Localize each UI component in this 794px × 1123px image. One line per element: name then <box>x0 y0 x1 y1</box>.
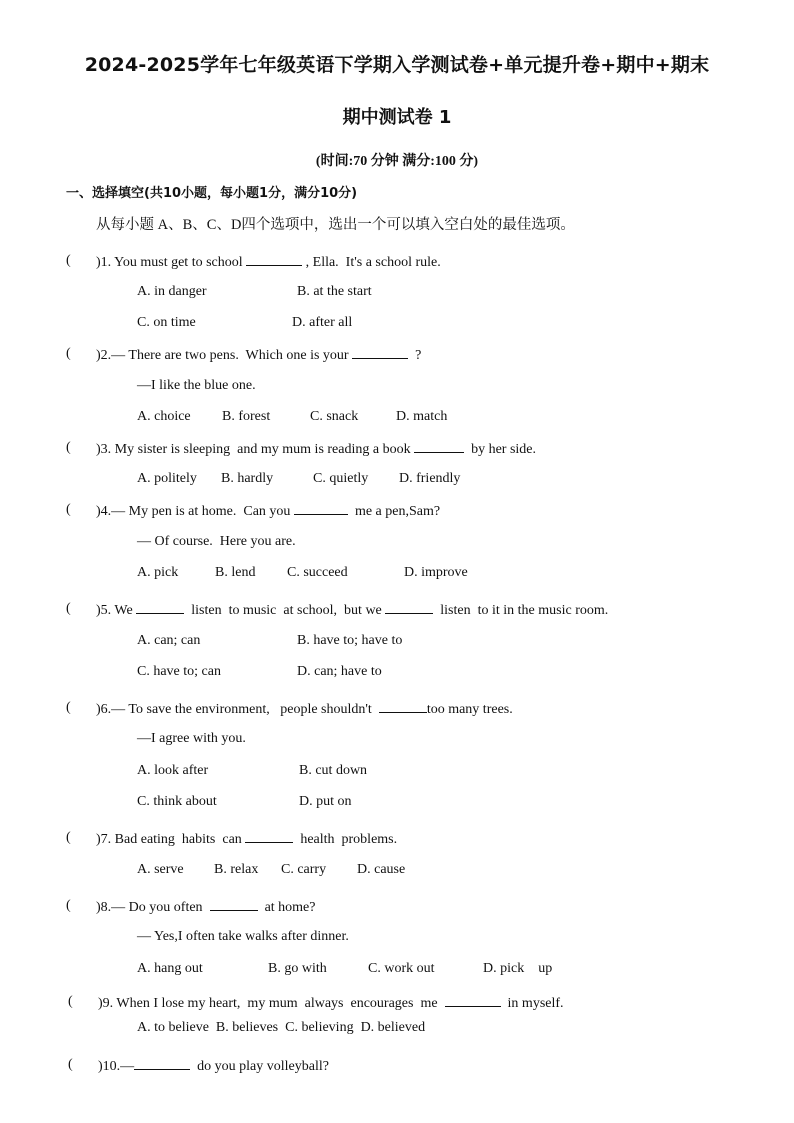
option-a: A. choice <box>137 409 191 424</box>
reply-line: —I agree with you. <box>137 731 246 746</box>
option-c: C. think about <box>137 794 217 809</box>
answer-blank <box>210 898 258 911</box>
option-a: A. in danger <box>137 284 207 299</box>
option-a: A. hang out <box>137 961 203 976</box>
option-c: C. on time <box>137 315 196 330</box>
answer-blank <box>379 700 427 713</box>
option-c: C. work out <box>368 961 435 976</box>
answer-paren: ( <box>66 502 71 517</box>
option-b: B. go with <box>268 961 327 976</box>
reply-line: — Yes,I often take walks after dinner. <box>137 929 349 944</box>
answer-blank <box>294 502 348 515</box>
question-8: )8.— Do you often at home? <box>96 900 316 915</box>
answer-paren: ( <box>66 830 71 845</box>
question-9: )9. When I lose my heart, my mum always encourages me in myself. <box>98 996 564 1011</box>
answer-blank <box>414 440 464 453</box>
option-c: C. have to; can <box>137 664 221 679</box>
option-d: D. can; have to <box>297 664 382 679</box>
answer-paren: ( <box>66 700 71 715</box>
option-b: B. have to; have to <box>297 633 403 648</box>
option-b: B. forest <box>222 409 271 424</box>
question-7: )7. Bad eating habits can health problems. <box>96 832 398 847</box>
option-a: A. look after <box>137 763 209 778</box>
document-title: 2024-2025学年七年级英语下学期入学测试卷+单元提升卷+期中+期末 <box>84 54 710 76</box>
answer-paren: ( <box>66 601 71 616</box>
option-a: A. politely <box>137 471 197 486</box>
option-c: C. carry <box>281 862 327 877</box>
answer-blank <box>136 601 184 614</box>
option-d: D. match <box>396 409 448 424</box>
reply-line: — Of course. Here you are. <box>137 534 296 549</box>
answer-paren: ( <box>66 898 71 913</box>
document-subtitle: 期中测试卷 1 <box>342 107 452 128</box>
section-instruction: 从每小题 A、B、C、D四个选项中，选出一个可以填入空白处的最佳选项。 <box>96 217 575 233</box>
question-6: )6.— To save the environment, people shouldn't too many trees. <box>96 702 513 717</box>
answer-blank <box>352 346 408 359</box>
option-b: B. relax <box>214 862 259 877</box>
option-b: B. lend <box>215 565 256 580</box>
exam-meta: (时间:70 分钟 满分:100 分) <box>315 154 479 169</box>
reply-line: —I like the blue one. <box>137 378 256 393</box>
answer-blank <box>245 830 293 843</box>
answer-paren: ( <box>68 994 73 1009</box>
option-a: A. serve <box>137 862 184 877</box>
option-d: D. improve <box>404 565 468 580</box>
answer-blank <box>134 1057 190 1070</box>
option-a: A. pick <box>137 565 179 580</box>
option-c: C. snack <box>310 409 359 424</box>
answer-blank <box>445 994 501 1007</box>
question-1: )1. You must get to school , Ella. It's a school rule. <box>96 255 441 270</box>
option-d: D. after all <box>292 315 353 330</box>
answer-blank <box>246 253 302 266</box>
section-heading: 一、选择填空(共10小题，每小题1分，满分10分) <box>66 186 358 201</box>
answer-paren: ( <box>66 346 71 361</box>
answer-paren: ( <box>66 253 71 268</box>
question-5: )5. We listen to music at school, but we listen to it in the music room. <box>96 603 609 618</box>
options-row: A. to believe B. believes C. believing D. believed <box>137 1020 426 1035</box>
option-d: D. put on <box>299 794 352 809</box>
answer-paren: ( <box>68 1057 73 1072</box>
question-2: )2.— There are two pens. Which one is your ? <box>96 348 422 363</box>
question-4: )4.— My pen is at home. Can you me a pen,Sam? <box>96 504 441 519</box>
question-3: )3. My sister is sleeping and my mum is reading a book by her side. <box>96 442 537 457</box>
question-10: )10.— do you play volleyball? <box>98 1059 329 1074</box>
option-b: B. cut down <box>299 763 368 778</box>
answer-blank <box>385 601 433 614</box>
option-b: B. hardly <box>221 471 274 486</box>
option-d: D. friendly <box>399 471 461 486</box>
option-c: C. quietly <box>313 471 369 486</box>
option-a: A. can; can <box>137 633 201 648</box>
option-b: B. at the start <box>297 284 372 299</box>
option-d: D. cause <box>357 862 406 877</box>
option-c: C. succeed <box>287 565 348 580</box>
option-d: D. pick up <box>483 961 553 976</box>
answer-paren: ( <box>66 440 71 455</box>
